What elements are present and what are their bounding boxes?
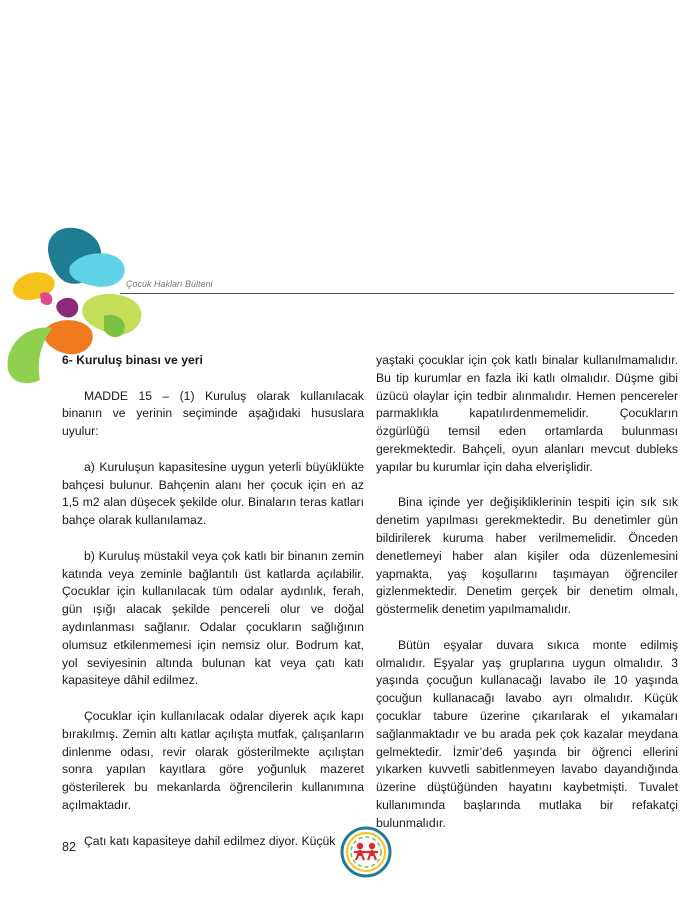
bulletin-header-label: Çocuk Hakları Bülteni	[126, 279, 213, 289]
header-rule	[120, 293, 674, 294]
right-paragraph-1: yaştaki çocuklar için çok katlı binalar kullanılmamalıdır. Bu tip kurumlar en fazla iki katlı olmalıdır. Düşme gibi üzücü olaylar için tedbir alınmalıdır. Hemen pencereler parmaklıkla kapatılırdenmemelidir. Çocukların özgürlüğü temsil eden ortamlarda bulunması gerekmektedir. Bahçeli, oyun alanları mevcut dubleks yapılar bu kurumlar için daha elverişlidir.	[376, 353, 678, 474]
paragraph-a: a) Kuruluşun kapasitesine uygun yeterli büyüklükte bahçesi bulunur. Bahçenin alanı her çocuk için en az 1,5 m2 alan düşecek şekilde olur. Binaların teras katları bahçe olarak kullanılamaz.	[62, 459, 364, 528]
child-figure-head-right	[369, 843, 375, 849]
orange-swirl-shape	[44, 320, 93, 354]
madde-label: MADDE 15 –	[84, 388, 170, 403]
right-text-column	[376, 352, 678, 833]
child-figure-head-left	[357, 843, 363, 849]
purple-swirl-shape	[56, 298, 78, 318]
paragraph-c: Çocuklar için kullanılacak odalar diyerek açık kapı bırakılmış. Zemin altı katlar açılışta mutfak, çalışanların dinlenme odası, revir olarak gösterilmekte açılıştan sonra yapılan kayıtlara göre yoğunluk mazeret gösterilerek bu mekanlarda öğrencilerin kullanımına açılmaktadır.	[62, 708, 364, 812]
madde-15-paragraph	[62, 388, 364, 441]
right-paragraph-2: Bina içinde yer değişikliklerinin tespiti için sık sık denetim yapılması gerekmektedir. Bu denetimler gün bildirilerek kuruma haber verilmemelidir. Önceden denetlemeyi haber alan kişiler oda düzenlemesini yapmakta, yaş koşullarını taşımayan öğrenciler gizlenmektedir. Denetim gerçek bir denetim olmalı, göstermelik denetim yapılmamalıdır.	[376, 495, 678, 617]
light-green-swirl-shape	[8, 328, 52, 384]
right-paragraph-3: Bütün eşyalar duvara sıkıca monte edilmiş olmalıdır. Eşyalar yaş gruplarına uygun olmalıdır. 3 yaşında çocuğun kullanacağı lavabo ile 10 yaşında çocuğun kullanacağı lavabo ayrı olmalıdır. Küçük çocuklar tabure üzerine çıkarılarak el yıkamaları sağlanmaktadır ve bu arada pek çok kazalar meydana gelmektedir. İzmir’de6 yaşında bir öğrenci ellerini yıkarken kuvvetli sabitlenmeyen lavabo dayandığında üzerine düştüğünden hayatını kaybetmişti. Tuvalet kullanımında başlarında mutlaka bir refakatçi bulunmalıdır.	[376, 637, 678, 830]
left-text-column	[62, 352, 364, 850]
madde-text: (1) Kuruluş olarak kullanılacak binanın ve yerinin seçiminde aşağıdaki hususlara uyulur:	[62, 388, 364, 439]
pink-swirl-shape	[40, 292, 52, 305]
section-heading: 6- Kuruluş binası ve yeri	[62, 353, 203, 367]
children-rights-logo	[340, 826, 392, 878]
paragraph-d: Çatı katı kapasiteye dahil edilmez diyor. Küçük	[84, 833, 336, 848]
paragraph-b: b) Kuruluş müstakil veya çok katlı bir binanın zemin katında veya zeminle bağlantılı üst katlarda açılabilir. Çocuklar için kullanılacak tüm odalar aydınlık, ferah, gün ışığı alacak şekilde pencereli olur ve doğal aydınlanması sağlanır. Odalar çocukların sağlığının olumsuz etkilenmemesi için nemsiz olur. Bodrum kat, yol seviyesinin altında bulunan kat veya çatı katı kapasiteye dâhil edilmez.	[62, 548, 364, 688]
page-number: 82	[62, 840, 76, 854]
